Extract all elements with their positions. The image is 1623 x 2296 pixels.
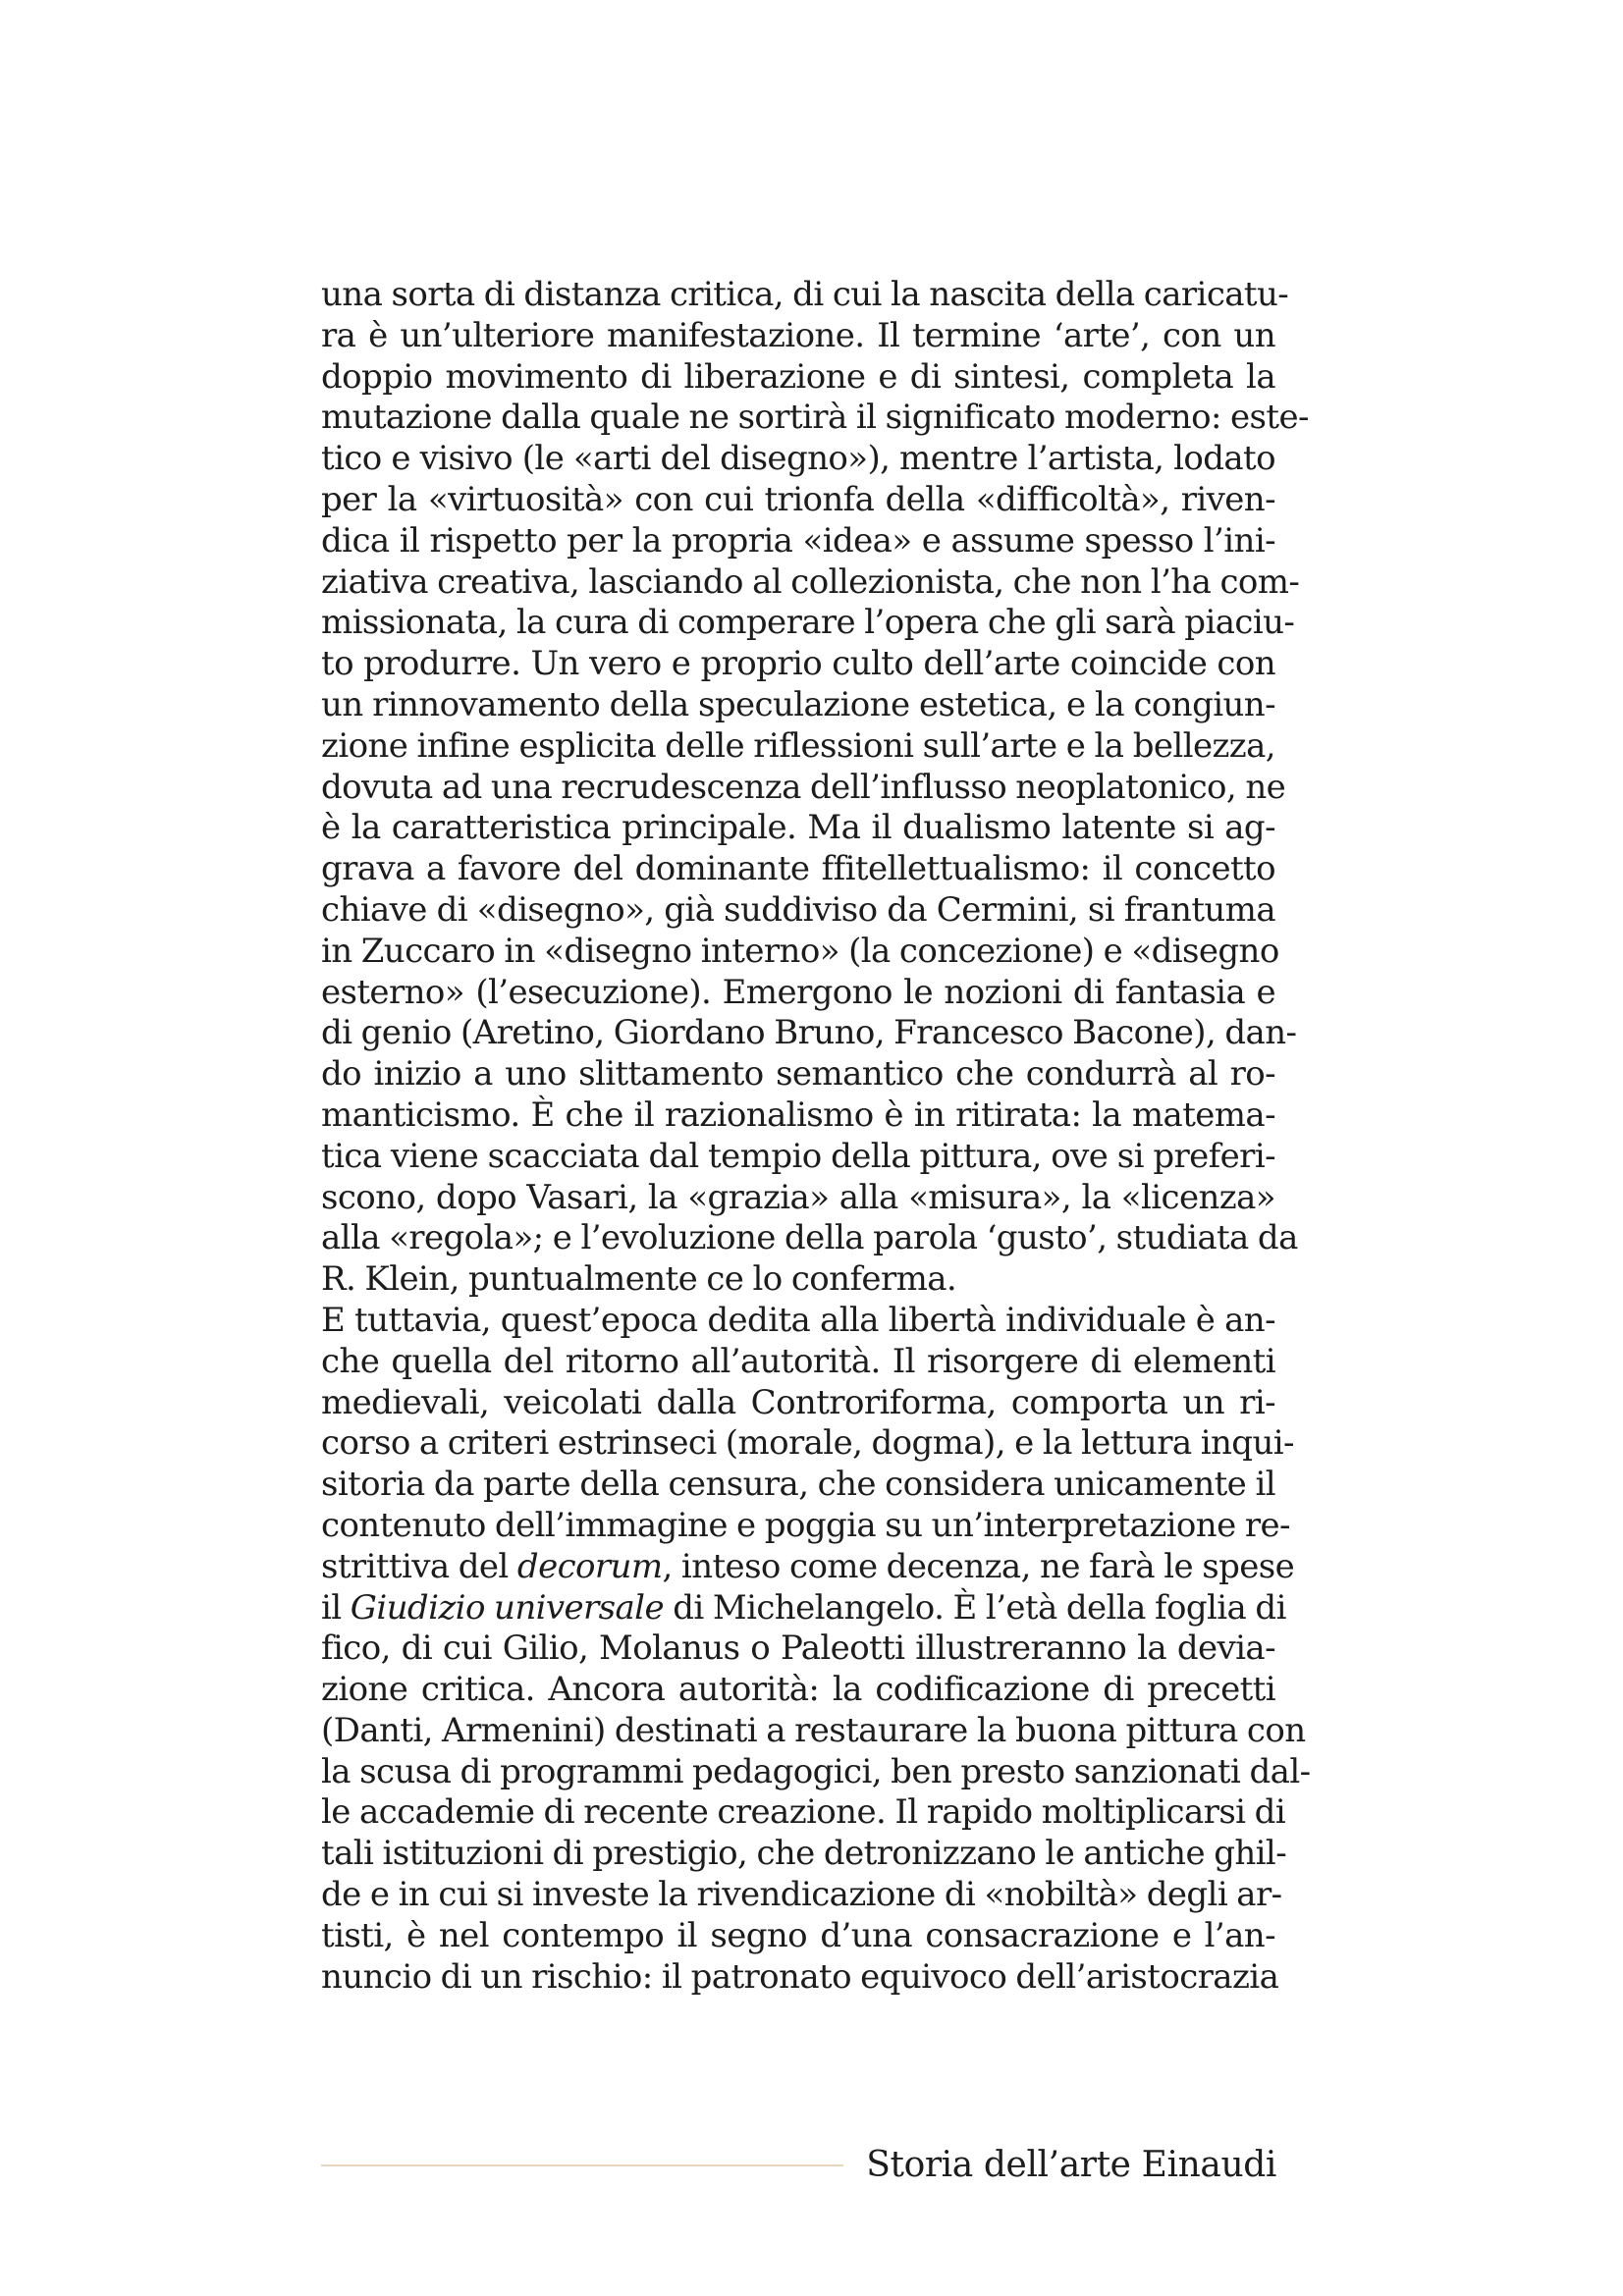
text-line: to produrre. Un vero e proprio culto dell’arte coincide con xyxy=(321,644,1275,684)
text-line: zione critica. Ancora autorità: la codificazione di precetti xyxy=(321,1670,1275,1710)
text-line: mutazione dalla quale ne sortirà il significato moderno: este- xyxy=(321,398,1309,438)
text-line-with-italic xyxy=(321,1587,1286,1629)
text-line: doppio movimento di liberazione e di sintesi, completa la xyxy=(321,356,1275,397)
text-line: che quella del ritorno all’autorità. Il risorgere di elementi xyxy=(321,1341,1275,1381)
text-line: grava a favore del dominante ffitellettualismo: il concetto xyxy=(321,849,1275,889)
text-line: (Danti, Armenini) destinati a restaurare la buona pittura con xyxy=(321,1710,1306,1750)
text-line-with-italic xyxy=(321,1546,1295,1588)
text-line: missionata, la cura di comperare l’opera che gli sarà piaciu- xyxy=(321,603,1295,643)
text-line: dovuta ad una recrudescenza dell’influsso neoplatonico, ne xyxy=(321,767,1286,807)
text-line: una sorta di distanza critica, di cui la nascita della caricatu- xyxy=(321,275,1289,314)
text-line: un rinnovamento della speculazione estetica, e la congiun- xyxy=(321,684,1275,724)
italic-title-giudizio-universale: Giudizio universale xyxy=(350,1587,664,1628)
text-line: E tuttavia, quest’epoca dedita alla libertà individuale è an- xyxy=(321,1300,1275,1340)
italic-term-decorum: decorum xyxy=(516,1546,663,1586)
body-text xyxy=(321,275,1311,1998)
text-segment: il xyxy=(321,1587,342,1628)
text-line: do inizio a uno slittamento semantico che condurrà al ro- xyxy=(321,1054,1275,1095)
text-line: alla «regola»; e l’evoluzione della parola ‘gusto’, studiata da xyxy=(321,1218,1298,1258)
text-line: per la «virtuosità» con cui trionfa della «difficoltà», riven- xyxy=(321,479,1275,519)
text-line: zione infine esplicita delle riflessioni sull’arte e la bellezza, xyxy=(321,725,1275,766)
text-line: esterno» (l’esecuzione). Emergono le nozioni di fantasia e xyxy=(321,972,1275,1012)
text-line: è la caratteristica principale. Ma il dualismo latente si ag- xyxy=(321,808,1275,848)
text-line: tico e visivo (le «arti del disegno»), mentre l’artista, lodato xyxy=(321,439,1275,479)
text-line: di genio (Aretino, Giordano Bruno, Francesco Bacone), dan- xyxy=(321,1013,1297,1053)
text-line: nuncio di un rischio: il patronato equivoco dell’aristocrazia xyxy=(321,1956,1279,1997)
text-line: chiave di «disegno», già suddiviso da Cermini, si frantuma xyxy=(321,889,1275,930)
footer-divider xyxy=(321,2164,843,2166)
text-line: de e in cui si investe la rivendicazione di «nobiltà» degli ar- xyxy=(321,1875,1282,1915)
text-line: scono, dopo Vasari, la «grazia» alla «misura», la «licenza» xyxy=(321,1177,1275,1217)
text-line: tisti, è nel contempo il segno d’una consacrazione e l’an- xyxy=(321,1915,1275,1955)
text-line: in Zuccaro in «disegno interno» (la concezione) e «disegno xyxy=(321,931,1279,971)
text-segment: strittiva del xyxy=(321,1546,509,1586)
footer-publication-title: Storia dell’arte Einaudi xyxy=(866,2145,1276,2185)
text-line: corso a criteri estrinseci (morale, dogma), e la lettura inqui- xyxy=(321,1423,1294,1464)
text-line: la scusa di programmi pedagogici, ben presto sanzionati dal- xyxy=(321,1751,1311,1791)
text-line: sitoria da parte della censura, che considera unicamente il xyxy=(321,1465,1275,1505)
text-line: tali istituzioni di prestigio, che detronizzano le antiche ghil- xyxy=(321,1834,1287,1874)
text-line: contenuto dell’immagine e poggia su un’interpretazione re- xyxy=(321,1505,1290,1545)
text-line: le accademie di recente creazione. Il rapido moltiplicarsi di xyxy=(321,1792,1286,1833)
text-line: manticismo. È che il razionalismo è in ritirata: la matema- xyxy=(321,1095,1275,1135)
text-line: tica viene scacciata dal tempio della pittura, ove si preferi- xyxy=(321,1136,1275,1176)
text-line: medievali, veicolati dalla Controriforma, comporta un ri- xyxy=(321,1382,1275,1422)
text-segment: di Michelangelo. È l’età della foglia di xyxy=(673,1587,1286,1628)
text-line: dica il rispetto per la propria «idea» e assume spesso l’ini- xyxy=(321,520,1275,561)
text-line: ra è un’ulteriore manifestazione. Il termine ‘arte’, con un xyxy=(321,315,1275,355)
text-segment: , inteso come decenza, ne farà le spese xyxy=(662,1546,1295,1586)
text-line: fico, di cui Gilio, Molanus o Paleotti illustreranno la devia- xyxy=(321,1629,1275,1669)
text-line: ziativa creativa, lasciando al collezionista, che non l’ha com- xyxy=(321,561,1300,602)
paragraph-end-line: R. Klein, puntualmente ce lo conferma. xyxy=(321,1259,957,1300)
